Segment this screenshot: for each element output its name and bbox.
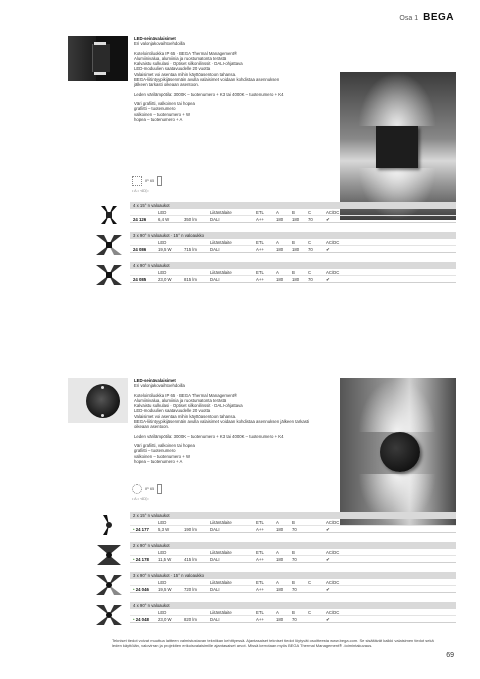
description-line: jälkeen tarkasti oikeaan asentoon. [134,82,199,88]
table-header-row: LED Liitäntälaite ETL A B C AC/DC [130,609,456,616]
light-pattern-3x90-icon [94,234,124,256]
description-title: LED-seinävalaisimet [134,378,176,383]
description-line: oikeaan asentoon. [134,424,170,430]
table-header-row: LED Liitäntälaite ETL A B C AC/DC [130,269,456,276]
color-options: hopea – tuotenumero + A [134,116,183,122]
table-header-row: LED Liitäntälaite ETL A B AC/DC [130,549,456,556]
product-thumbnail-round [68,378,128,423]
product-description [134,36,334,122]
table-header-row: LED Liitäntälaite ETL A B AC/DC [130,519,456,526]
table-header-row: LED Liitäntälaite ETL A B C AC/DC [130,579,456,586]
table-row: • 24 046 19,5 W 720 lm DALI A++ 180 70 ✔ [130,586,456,593]
description-line: Alumiinivalua, alumiinia ja ruostumatonta terästä [134,397,227,403]
table-header-row: LED Liitäntälaite ETL A B C AC/DC [130,209,456,216]
light-pattern-4x90-icon [94,604,124,626]
description-line: Kalvaistu sulkulasi · Optiset silkonilinssit · DALI-ohjattava [134,61,243,67]
color-options: grafiitti – tuotenumero [134,448,176,454]
variant-header: 2 x 90° n valoaukot [130,542,456,549]
variant-header: 3 x 90° n valoaukot · 15° n valoaukko [130,232,456,239]
description-line: LED-moduulien saatavuudelle 20 vuotta [134,66,211,72]
light-pattern-4x90-icon [94,264,124,286]
section-label: Osa 1 [399,15,419,22]
light-pattern-3x90-icon [94,574,124,596]
product-hero-photo [340,378,456,526]
color-options: hopea – tuotenumero + A [134,458,183,464]
variant-header: 2 x 15° n valoaukot [130,512,456,519]
variant-header: 4 x 90° n valoaukot [130,262,456,269]
product-description [134,378,334,464]
description-line: LED-moduulien saatavuudelle 20 vuotta [134,408,211,414]
description-subtitle: Eri valonjakovaihtoehdoilla [134,383,185,389]
ip-rating: IP 65 [145,178,155,183]
dimension-square-icon [132,176,142,186]
color-options: valkoinen – tuotenumero + W [134,111,191,117]
certification-symbols [132,484,162,494]
color-options: Väri grafiitti, valkoinen tai hopea [134,100,195,106]
description-title: LED-seinävalaisimet [134,36,176,41]
light-pattern-4x15-icon [94,204,124,226]
description-line: BEGA-liitintyypikijäsenmäin avulla valaisimet voidaan kohdistaa asennuksen jälkeen tarkasti [134,419,310,425]
brand-logo: BEGA [423,12,454,23]
certification-symbols [132,176,162,186]
description-line: Alumiinivalua, alumiinia ja ruostumatonta terästä [134,55,227,61]
description-line: Valaisimet voi asentaa mihin käyttöasentoon tahansa. [134,71,237,77]
variant-header: 3 x 90° n valoaukot · 15° n valoaukko [130,572,456,579]
table-row: 24 126 6,4 W 350 lm DALI A++ 180 180 70 ✔ [130,216,456,223]
color-temperature: Leden värilämpötila: 3000K – tuotenumero + K3 tai 4000K – tuotenumero + K4 [134,433,284,439]
description-line: BEGA-liitintyypikijäsenmäin avulla valaisimet voidaan kohdistaa asennuksen [134,77,280,83]
product-thumbnail-square [68,36,128,81]
color-options: grafiitti – tuotenumero [134,106,176,112]
table-row: 24 086 19,5 W 715 lm DALI A++ 180 180 70 ✔ [130,246,456,253]
symbol-caption: • A • ⊲D▷ [132,497,149,501]
description-line: Kotelointiluokka IP 65 · BEGA Thermal Management® [134,392,238,398]
variant-header: 4 x 90° n valoaukot [130,602,456,609]
light-pattern-2x15-icon [94,514,124,536]
color-temperature: Leden värilämpötila: 3000K – tuotenumero + K3 tai 4000K – tuotenumero + K4 [134,91,284,97]
symbol-caption: • A • ⊲D▷ [132,189,149,193]
table-header-row: LED Liitäntälaite ETL A B C AC/DC [130,239,456,246]
table-row: • 24 178 11,5 W 415 lm DALI A++ 180 70 ✔ [130,556,456,563]
description-subtitle: Eri valonjakovaihtoehdoilla [134,41,185,47]
color-options: Väri grafiitti, valkoinen tai hopea [134,442,195,448]
table-row: 24 085 23,0 W 815 lm DALI A++ 180 180 70 ✔ [130,276,456,283]
variant-header: 4 x 15° n valoaukot [130,202,456,209]
ip-rating: IP 65 [145,486,155,491]
footnote: Tekniset tiedot voivat muuttua laitteen valmistustavan tekniikan kehittyessä. Ajantasaiset tekniset tiedot löytyvät osoitteesta www.bega.com. Se sisältävät kaikki valaisimen tiedot sekä leden käyttöiän, valovirran ja projektien erikoisvalaisimille ajantasaiset arvot. Missä kerrotaan myös BEGA Thermal Management® -toimintakuvaus. [112,638,434,649]
dimension-circle-icon [132,484,142,494]
description-line: Kotelointiluokka IP 65 · BEGA Thermal Management® [134,50,238,56]
page-header [399,12,454,23]
table-row: • 24 048 23,0 W 820 lm DALI A++ 180 70 ✔ [130,616,456,623]
light-pattern-2x90-icon [94,544,124,566]
table-row: • 24 177 5,3 W 190 lm DALI A++ 180 70 ✔ [130,526,456,533]
product-hero-photo [340,72,456,220]
color-options: valkoinen – tuotenumero + W [134,453,191,459]
page-number: 69 [446,652,454,659]
description-line: Valaisimet voi asentaa mihin käyttöasentoon tahansa. [134,413,237,419]
mounting-icon [157,484,162,494]
description-line: Kalvaistu sulkulasi · Optiset silkonilinssit · DALI-ohjattava [134,403,243,409]
mounting-icon [157,176,162,186]
